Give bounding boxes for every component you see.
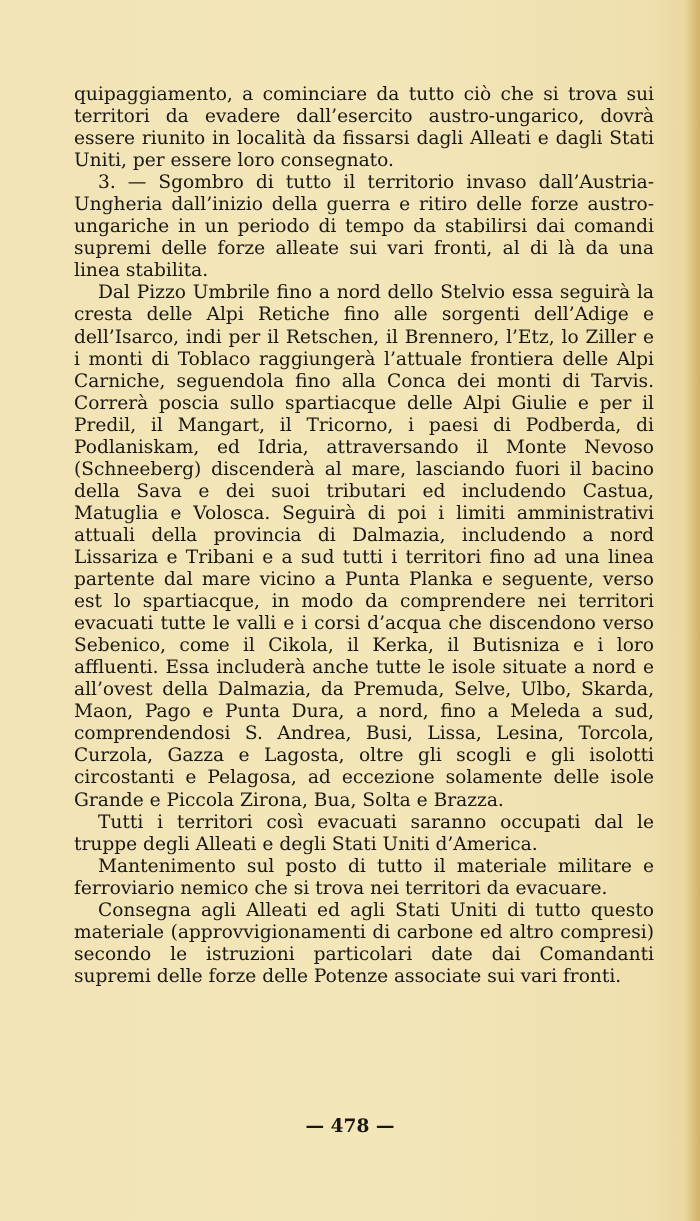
page-edge [684,0,700,1221]
paragraph-occupation: Tutti i territori così evacuati saranno occupati dal le truppe degli Alleati e degli Stati Uniti d’America. [74,811,654,855]
paragraph-material-maintenance: Mantenimento sul posto di tutto il materiale militare e ferroviario nemico che si trova nei territori da evacuare. [74,855,654,899]
page-number: — 478 — [305,1116,395,1137]
paragraph-continuation: quipaggiamento, a cominciare da tutto ciò che si trova sui territori da evadere dall’esercito austro-ungarico, dovrà essere riunito in località da fissarsi dagli Alleati e dagli Stati Uniti, per essere loro consegnato. [74,84,654,172]
paragraph-clause-3: 3. — Sgombro di tutto il territorio invaso dall’Austria-Ungheria dall’inizio della guerra e ritiro delle forze austro-ungariche in un periodo di tempo da stabilirsi dai comandi supremi delle forze alleate sui vari fronti, al di là da una linea stabilita. [74,172,654,282]
body-text [74,84,654,988]
paragraph-material-delivery: Consegna agli Alleati ed agli Stati Uniti di tutto questo materiale (approvvigionamenti di carbone ed altro compresi) secondo le istruzioni particolari date dai Comandanti supremi delle forze delle Potenze associate sui vari fronti. [74,899,654,987]
paragraph-boundary-line: Dal Pizzo Umbrile fino a nord dello Stelvio essa seguirà la cresta delle Alpi Retiche fino alle sorgenti dell’Adige e dell’Isarco, indi per il Retschen, il Brennero, l’Etz, lo Ziller e i monti di Toblaco raggiungerà l’attuale frontiera delle Alpi Carniche, seguendola fino alla Conca dei monti di Tarvis. Correrà poscia sullo spartiacque delle Alpi Giulie e per il Predil, il Mangart, il Tricorno, i paesi di Podberda, di Podlaniskam, ed Idria, attraversando il Monte Nevoso (Schneeberg) discenderà al mare, lasciando fuori il bacino della Sava e dei suoi tributari ed includendo Castua, Matuglia e Volosca. Seguirà di poi i limiti amministrativi attuali della provincia di Dalmazia, includendo a nord Lissariza e Tribani e a sud tutti i territori fino ad una linea partente dal mare vicino a Punta Planka e seguente, verso est lo spartiacque, in modo da comprendere nei territori evacuati tutte le valli e i corsi d’acqua che discendono verso Sebenico, come il Cikola, il Kerka, il Butisniza e i loro affluenti. Essa includerà anche tutte le isole situate a nord e all’ovest della Dalmazia, da Premuda, Selve, Ulbo, Skarda, Maon, Pago e Punta Dura, a nord, fino a Meleda a sud, comprendendosi S. Andrea, Busi, Lissa, Lesina, Torcola, Curzola, Gazza e Lagosta, oltre gli scogli e gli isolotti circostanti e Pelagosa, ad eccezione solamente delle isole Grande e Piccola Zirona, Bua, Solta e Brazza. [74,282,654,811]
